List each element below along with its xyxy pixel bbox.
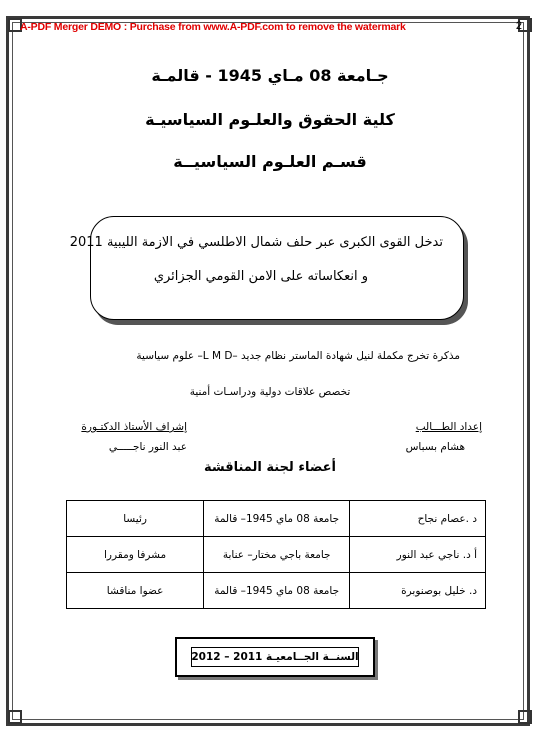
table-row bbox=[67, 501, 486, 537]
watermark-text: A-PDF Merger DEMO : Purchase from www.A-PDF.com to remove the watermark bbox=[20, 21, 406, 33]
table-row bbox=[67, 573, 486, 609]
member-role: رئيسا bbox=[67, 501, 204, 537]
student-name: هشام بسباس bbox=[405, 441, 465, 453]
member-name: د .عصام نجاح bbox=[350, 501, 486, 537]
table-row bbox=[67, 537, 486, 573]
topic-line-2: و انعكاساته على الامن القومي الجزائري bbox=[153, 269, 368, 284]
prepared-by-label: إعداد الطـــالب bbox=[415, 421, 482, 433]
member-university: جامعة 08 ماي 1945– قالمة bbox=[204, 501, 350, 537]
supervisor-label: إشراف الأستاذ الدكتـورة bbox=[81, 421, 187, 433]
academic-year: السنــة الجــامعيـة 2011 – 2012 bbox=[191, 647, 359, 667]
specialization: تخصص علاقات دولية ودراسـات أمنية bbox=[189, 386, 351, 398]
member-name: د. خليل بوصنوبرة bbox=[350, 573, 486, 609]
university-title: جـامعة 08 مـاي 1945 - قالمـة bbox=[151, 66, 389, 85]
member-university: جامعة 08 ماي 1945– قالمة bbox=[204, 573, 350, 609]
thesis-topic-box bbox=[69, 216, 464, 320]
corner-ornament-bottom-right bbox=[518, 710, 532, 724]
topic-line-1: تدخل القوى الكبرى عبر حلف شمال الاطلسي في الازمة الليبية 2011 bbox=[69, 235, 443, 250]
memo-description: مذكرة تخرج مكملة لنيل شهادة الماستر نظام جديد –L M D– علوم سياسية bbox=[136, 350, 460, 362]
page-number: 2 bbox=[515, 20, 522, 32]
corner-ornament-bottom-left bbox=[8, 710, 22, 724]
department-title: قسـم العلـوم السياسيــة bbox=[173, 152, 367, 171]
faculty-title: كلية الحقوق والعلـوم السياسيـة bbox=[145, 110, 395, 129]
member-university: جامعة باجي مختار– عنابة bbox=[204, 537, 350, 573]
committee-title: أعضاء لجنة المناقشة bbox=[203, 460, 337, 475]
member-role: عضوا مناقشا bbox=[67, 573, 204, 609]
supervisor-name: عبد النور ناجـــــي bbox=[108, 441, 187, 453]
academic-year-box bbox=[175, 637, 375, 677]
member-name: أ د. ناجي عبد النور bbox=[350, 537, 486, 573]
member-role: مشرفا ومقررا bbox=[67, 537, 204, 573]
committee-table bbox=[66, 500, 486, 609]
